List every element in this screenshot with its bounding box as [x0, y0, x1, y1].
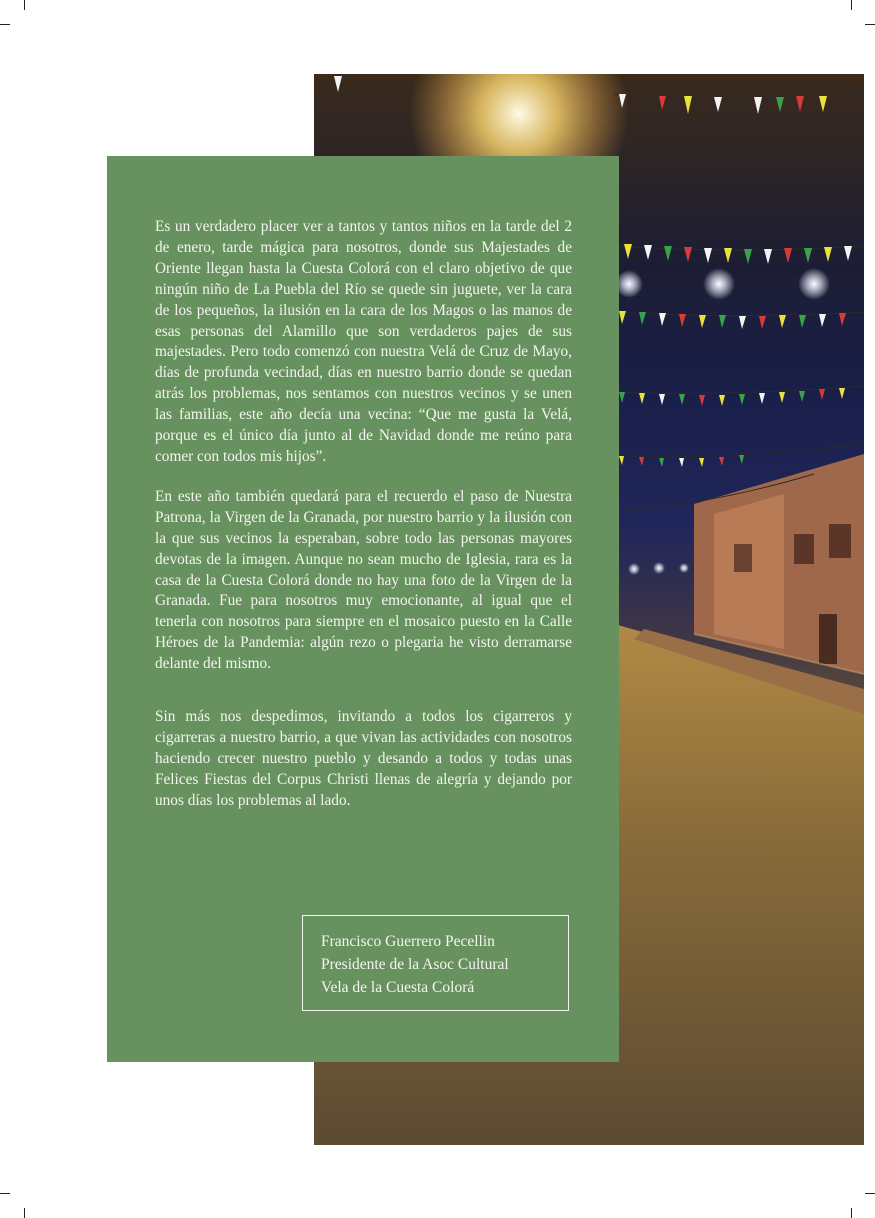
signature-name: Francisco Guerrero Pecellin [321, 933, 495, 950]
crop-mark [0, 24, 10, 25]
signature-role: Presidente de la Asoc Cultural [321, 956, 509, 973]
crop-mark [0, 1193, 10, 1194]
crop-mark [865, 1193, 875, 1194]
article-body [155, 217, 572, 812]
paragraph: Es un verdadero placer ver a tantos y tantos niños en la tarde del 2 de enero, tarde mágica para nosotros, donde sus Majestades de Oriente llegan hasta la Cuesta Colorá con el claro objetivo de que ningún niño de La Puebla del Río se quede sin juguete, ver la cara de los pequeños, la ilusión en la cara de los Magos o las manos de esas personas del Alamillo que son verdaderos pajes de sus majestades. Pero todo comenzó con nuestra Velá de Cruz de Mayo, días de profunda vecindad, días en nuestro barrio donde se quedan atrás los problemas, nos sentamos con nuestros vecinos y se unen las familias, este año decía una vecina: “Que me gusta la Velá, porque es el único día junto al de Navidad donde me reúno para comer con todos mis hijos”. [155, 218, 572, 465]
crop-mark [24, 0, 25, 10]
text-panel [107, 156, 619, 1062]
crop-mark [24, 1208, 25, 1218]
crop-mark [865, 24, 875, 25]
signature-box [302, 915, 569, 1011]
crop-mark [851, 0, 852, 10]
paragraph: En este año también quedará para el recuerdo el paso de Nuestra Patrona, la Virgen de la Granada, por nuestro barrio y la ilusión con la que sus vecinos la esperaban, sobre todo las personas mayores devotas de la imagen. Aunque no sean mucho de Iglesia, rara es la casa de la Cuesta Colorá donde no hay una foto de la Virgen de la Granada. Fue para nosotros muy emocionante, al igual que el tenerla con nosotros para siempre en el mosaico puesto en la Calle Héroes de la Pandemia: algún rezo o plegaria he visto derramarse delante del mismo. [155, 487, 572, 673]
paragraph: Sin más nos despedimos, invitando a todos los cigarreros y cigarreras a nuestro barrio, a que vivan las actividades con nosotros haciendo crecer nuestro pueblo y desando a todos y todas unas Felices Fiestas del Corpus Christi llenas de alegría y dejando por unos días los problemas al lado. [155, 708, 572, 809]
crop-mark [851, 1208, 852, 1218]
signature-org: Vela de la Cuesta Colorá [321, 979, 475, 996]
